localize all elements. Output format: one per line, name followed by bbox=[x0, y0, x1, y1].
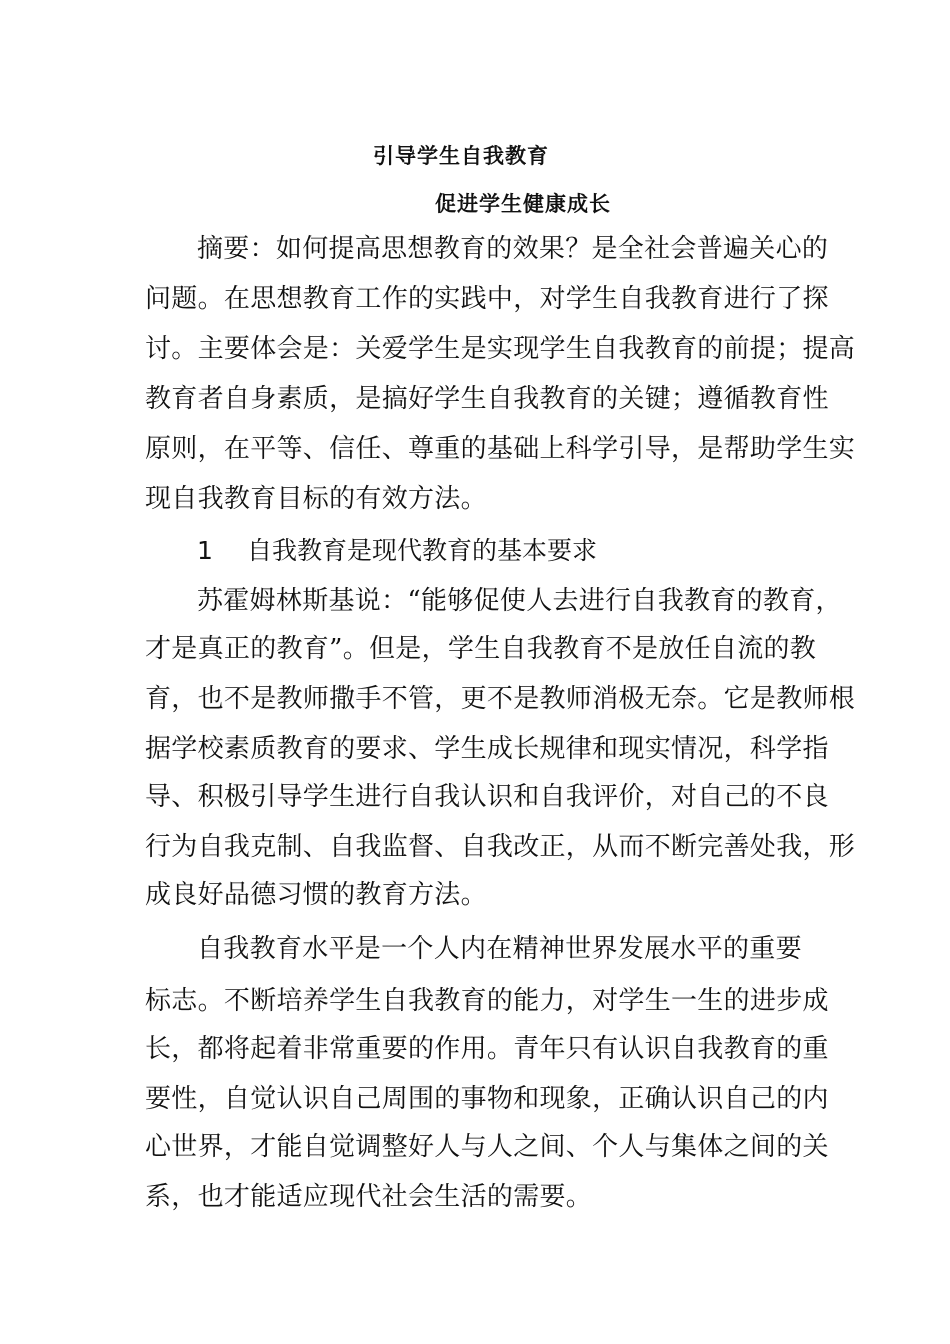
paragraph-line: 据学校素质教育的要求、学生成长规律和现实情况，科学指 bbox=[145, 734, 829, 764]
abstract-line: 现自我教育目标的有效方法。 bbox=[145, 484, 487, 514]
paragraph-line: 系，也才能适应现代社会生活的需要。 bbox=[145, 1182, 593, 1212]
paragraph-line: 育，也不是教师撒手不管，更不是教师消极无奈。它是教师根 bbox=[145, 684, 856, 714]
section-number: 1 bbox=[197, 536, 213, 565]
abstract-line: 问题。在思想教育工作的实践中，对学生自我教育进行了探 bbox=[145, 284, 829, 314]
paragraph-line: 心世界，才能自觉调整好人与人之间、个人与集体之间的关 bbox=[145, 1132, 829, 1162]
paragraph-line: 长，都将起着非常重要的作用。青年只有认识自我教育的重 bbox=[145, 1034, 829, 1064]
paragraph-line: 成良好品德习惯的教育方法。 bbox=[145, 880, 487, 910]
document-title: 引导学生自我教育 bbox=[373, 143, 549, 168]
section-heading bbox=[197, 534, 597, 568]
abstract-line: 摘要：如何提高思想教育的效果？是全社会普遍关心的 bbox=[197, 234, 829, 264]
paragraph-line: 苏霍姆林斯基说：“能够促使人去进行自我教育的教育， bbox=[197, 586, 842, 616]
abstract-line: 教育者自身素质，是搞好学生自我教育的关键；遵循教育性 bbox=[145, 384, 829, 414]
abstract-line: 讨。主要体会是：关爱学生是实现学生自我教育的前提；提高 bbox=[145, 334, 856, 364]
document-subtitle: 促进学生健康成长 bbox=[435, 191, 611, 216]
section-heading-text: 自我教育是现代教育的基本要求 bbox=[247, 536, 598, 565]
paragraph-line: 行为自我克制、自我监督、自我改正，从而不断完善处我，形 bbox=[145, 832, 856, 862]
paragraph-line: 自我教育水平是一个人内在精神世界发展水平的重要 bbox=[197, 934, 802, 964]
paragraph-line: 导、积极引导学生进行自我认识和自我评价，对自己的不良 bbox=[145, 782, 829, 812]
abstract-line: 原则，在平等、信任、尊重的基础上科学引导，是帮助学生实 bbox=[145, 434, 856, 464]
paragraph-line: 标志。不断培养学生自我教育的能力，对学生一生的进步成 bbox=[145, 986, 829, 1016]
paragraph-line: 要性，自觉认识自己周围的事物和现象，正确认识自己的内 bbox=[145, 1084, 829, 1114]
paragraph-line: 才是真正的教育”。但是，学生自我教育不是放任自流的教 bbox=[145, 634, 817, 664]
